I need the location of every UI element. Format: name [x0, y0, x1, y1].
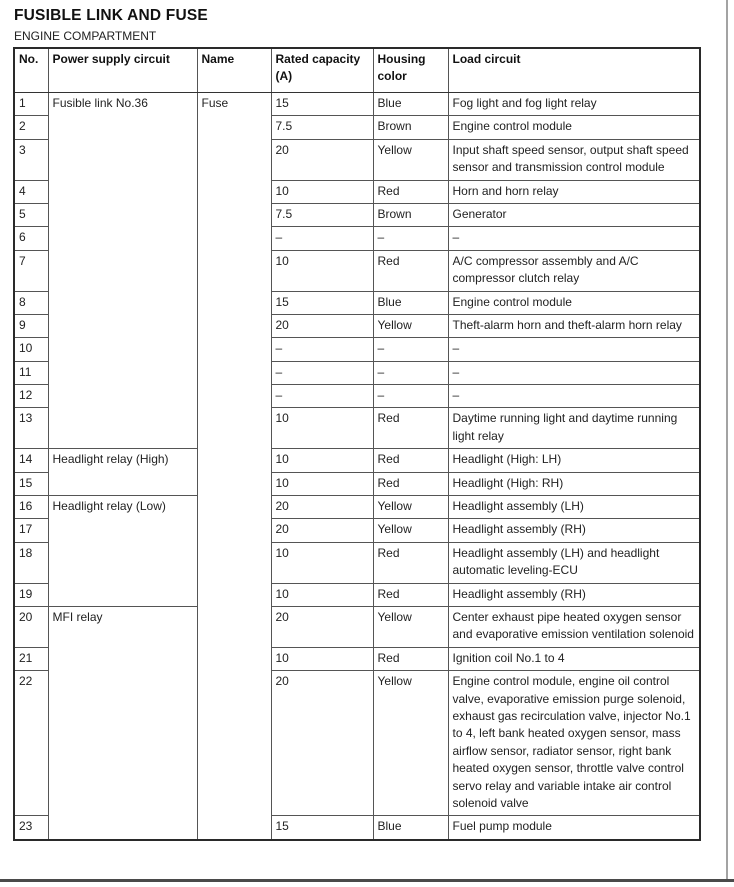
column-header: Rated capacity (A): [271, 48, 373, 93]
cell-load-circuit: Ignition coil No.1 to 4: [448, 647, 700, 670]
cell-load-circuit: –: [448, 361, 700, 384]
column-header: Power supply circuit: [48, 48, 197, 93]
cell-load-circuit: –: [448, 385, 700, 408]
table-row: [14, 606, 700, 647]
cell-no: 20: [14, 606, 48, 647]
cell-no: 7: [14, 250, 48, 291]
cell-housing-color: Brown: [373, 116, 448, 139]
table-row: [14, 93, 700, 116]
cell-rated-capacity: –: [271, 361, 373, 384]
column-header: No.: [14, 48, 48, 93]
cell-load-circuit: Engine control module: [448, 116, 700, 139]
cell-rated-capacity: 15: [271, 816, 373, 840]
cell-housing-color: Blue: [373, 291, 448, 314]
cell-rated-capacity: 10: [271, 583, 373, 606]
cell-housing-color: –: [373, 385, 448, 408]
table-header-row: [14, 48, 700, 93]
cell-rated-capacity: 10: [271, 250, 373, 291]
cell-load-circuit: Center exhaust pipe heated oxygen sensor and evaporative emission ventilation solenoid: [448, 606, 700, 647]
fuse-table: [13, 47, 701, 841]
cell-housing-color: Red: [373, 408, 448, 449]
cell-load-circuit: Headlight assembly (LH) and headlight automatic leveling-ECU: [448, 542, 700, 583]
cell-rated-capacity: –: [271, 385, 373, 408]
cell-no: 4: [14, 180, 48, 203]
cell-rated-capacity: 10: [271, 449, 373, 472]
cell-no: 5: [14, 203, 48, 226]
cell-rated-capacity: 20: [271, 519, 373, 542]
cell-housing-color: Red: [373, 180, 448, 203]
cell-no: 12: [14, 385, 48, 408]
table-row: [14, 496, 700, 519]
column-header: Load circuit: [448, 48, 700, 93]
cell-no: 10: [14, 338, 48, 361]
cell-no: 22: [14, 671, 48, 816]
cell-rated-capacity: 20: [271, 314, 373, 337]
cell-no: 15: [14, 472, 48, 495]
cell-power-supply-circuit: Headlight relay (Low): [48, 496, 197, 607]
cell-no: 18: [14, 542, 48, 583]
table-row: [14, 449, 700, 472]
cell-load-circuit: A/C compressor assembly and A/C compressor clutch relay: [448, 250, 700, 291]
page-edge-line-bottom: [0, 879, 734, 882]
cell-no: 23: [14, 816, 48, 840]
cell-load-circuit: Headlight (High: LH): [448, 449, 700, 472]
cell-housing-color: –: [373, 227, 448, 250]
cell-load-circuit: Generator: [448, 203, 700, 226]
cell-housing-color: Brown: [373, 203, 448, 226]
cell-load-circuit: –: [448, 338, 700, 361]
cell-rated-capacity: 20: [271, 671, 373, 816]
cell-rated-capacity: 7.5: [271, 116, 373, 139]
cell-no: 21: [14, 647, 48, 670]
column-header: Housing color: [373, 48, 448, 93]
cell-housing-color: Yellow: [373, 519, 448, 542]
cell-housing-color: Red: [373, 449, 448, 472]
cell-rated-capacity: 10: [271, 472, 373, 495]
cell-name: Fuse: [197, 93, 271, 840]
cell-load-circuit: Fuel pump module: [448, 816, 700, 840]
cell-load-circuit: Headlight assembly (LH): [448, 496, 700, 519]
cell-load-circuit: Theft-alarm horn and theft-alarm horn relay: [448, 314, 700, 337]
cell-load-circuit: Engine control module, engine oil control valve, evaporative emission purge solenoid, exhaust gas recirculation valve, injector No.1 to 4, left bank heated oxygen sensor, mass airflow sensor, radiator sensor, right bank heated oxygen sensor, throttle valve control servo relay and variable intake air control solenoid valve: [448, 671, 700, 816]
cell-housing-color: Red: [373, 472, 448, 495]
cell-housing-color: –: [373, 361, 448, 384]
cell-load-circuit: Headlight (High: RH): [448, 472, 700, 495]
cell-rated-capacity: 20: [271, 139, 373, 180]
cell-rated-capacity: 15: [271, 291, 373, 314]
cell-load-circuit: Headlight assembly (RH): [448, 519, 700, 542]
cell-power-supply-circuit: MFI relay: [48, 606, 197, 839]
cell-housing-color: Red: [373, 583, 448, 606]
cell-housing-color: Yellow: [373, 671, 448, 816]
cell-load-circuit: Headlight assembly (RH): [448, 583, 700, 606]
cell-housing-color: Blue: [373, 816, 448, 840]
cell-rated-capacity: –: [271, 227, 373, 250]
page-edge-line-right: [726, 0, 728, 882]
cell-no: 11: [14, 361, 48, 384]
cell-housing-color: Yellow: [373, 314, 448, 337]
cell-housing-color: Red: [373, 250, 448, 291]
cell-no: 16: [14, 496, 48, 519]
cell-no: 2: [14, 116, 48, 139]
cell-load-circuit: –: [448, 227, 700, 250]
cell-no: 1: [14, 93, 48, 116]
cell-rated-capacity: 20: [271, 606, 373, 647]
cell-housing-color: Red: [373, 647, 448, 670]
cell-no: 9: [14, 314, 48, 337]
cell-no: 14: [14, 449, 48, 472]
cell-rated-capacity: 10: [271, 647, 373, 670]
cell-no: 19: [14, 583, 48, 606]
cell-housing-color: Yellow: [373, 496, 448, 519]
cell-power-supply-circuit: Fusible link No.36: [48, 93, 197, 449]
cell-load-circuit: Fog light and fog light relay: [448, 93, 700, 116]
cell-no: 6: [14, 227, 48, 250]
cell-load-circuit: Horn and horn relay: [448, 180, 700, 203]
cell-no: 13: [14, 408, 48, 449]
cell-rated-capacity: 15: [271, 93, 373, 116]
cell-no: 3: [14, 139, 48, 180]
cell-rated-capacity: 10: [271, 542, 373, 583]
cell-power-supply-circuit: Headlight relay (High): [48, 449, 197, 496]
cell-no: 17: [14, 519, 48, 542]
cell-housing-color: Yellow: [373, 139, 448, 180]
cell-housing-color: Yellow: [373, 606, 448, 647]
cell-rated-capacity: 10: [271, 180, 373, 203]
cell-housing-color: –: [373, 338, 448, 361]
column-header: Name: [197, 48, 271, 93]
cell-rated-capacity: –: [271, 338, 373, 361]
cell-housing-color: Blue: [373, 93, 448, 116]
page-subtitle: ENGINE COMPARTMENT: [14, 29, 157, 43]
cell-rated-capacity: 10: [271, 408, 373, 449]
cell-load-circuit: Engine control module: [448, 291, 700, 314]
cell-rated-capacity: 20: [271, 496, 373, 519]
table-body: [14, 93, 700, 840]
cell-rated-capacity: 7.5: [271, 203, 373, 226]
page-title: FUSIBLE LINK AND FUSE: [14, 7, 208, 24]
cell-load-circuit: Daytime running light and daytime running light relay: [448, 408, 700, 449]
cell-load-circuit: Input shaft speed sensor, output shaft speed sensor and transmission control module: [448, 139, 700, 180]
cell-no: 8: [14, 291, 48, 314]
cell-housing-color: Red: [373, 542, 448, 583]
